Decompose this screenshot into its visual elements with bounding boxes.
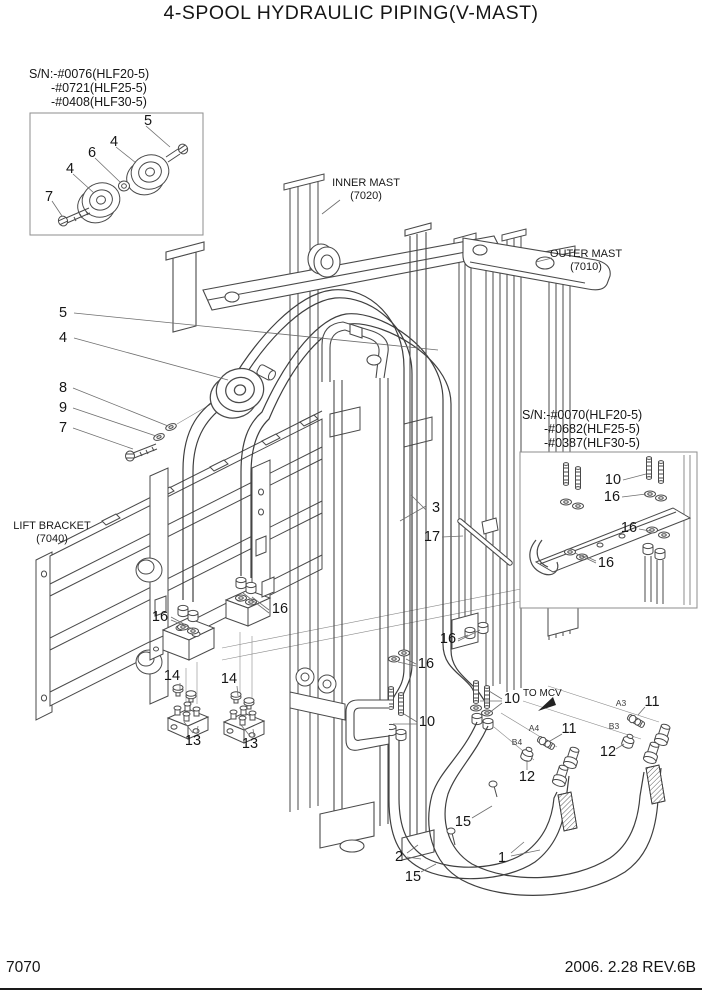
callout-14: 14 — [163, 668, 181, 684]
callout-15: 14 — [220, 671, 238, 687]
callout-31: 16 — [603, 489, 621, 505]
callout-24: 12 — [599, 744, 617, 760]
callout-3: 4 — [65, 161, 75, 177]
callout-4: 7 — [44, 189, 54, 205]
callout-33: 16 — [597, 555, 615, 571]
page-bottom-rule — [0, 988, 702, 990]
page-title: 4-SPOOL HYDRAULIC PIPING(V-MAST) — [163, 2, 539, 24]
port-label-a4: A4 — [528, 723, 540, 733]
callout-2: 6 — [87, 145, 97, 161]
callout-25: 12 — [518, 769, 536, 785]
part-label-name: INNER MAST — [332, 177, 400, 189]
serial-note-left — [29, 67, 149, 109]
drawing-number: 7070 — [6, 959, 41, 976]
callout-11: 17 — [423, 529, 441, 545]
serial-note-right — [522, 408, 642, 450]
part-label-ref: (7010) — [570, 260, 602, 273]
hose-guard-bracket — [346, 700, 389, 750]
serial-note-line: S/N:-#0070(HLF20-5) — [522, 408, 643, 422]
serial-note-line: -#0387(HLF30-5) — [544, 436, 640, 450]
callout-1: 4 — [109, 134, 119, 150]
callout-29: 1 — [497, 850, 507, 866]
inner-mast-label — [316, 177, 416, 202]
callout-6: 4 — [58, 330, 68, 346]
serial-note-line: -#0682(HLF25-5) — [544, 422, 640, 436]
callout-22: 11 — [644, 694, 660, 710]
inset-box-sheave-kit — [30, 113, 203, 235]
callout-12: 16 — [151, 609, 169, 625]
part-label-name: LIFT BRACKET — [13, 520, 91, 532]
callout-19: 16 — [417, 656, 435, 672]
callout-20: 10 — [418, 714, 436, 730]
serial-note-line: -#0721(HLF25-5) — [51, 81, 147, 95]
callout-27: 15 — [404, 869, 422, 885]
callout-17: 13 — [241, 736, 259, 752]
serial-note-line: S/N:-#0076(HLF20-5) — [29, 67, 150, 81]
callout-0: 5 — [143, 113, 153, 129]
callout-26: 15 — [454, 814, 472, 830]
port-label-b3: B3 — [608, 721, 620, 731]
outer-mast-label — [536, 248, 636, 273]
callout-5: 5 — [58, 305, 68, 321]
callout-21: 10 — [503, 691, 521, 707]
callout-10: 3 — [431, 500, 441, 516]
callout-9: 7 — [58, 420, 68, 436]
callout-32: 16 — [620, 520, 638, 536]
port-label-a3: A3 — [615, 698, 627, 708]
part-label-ref: (7040) — [36, 532, 68, 545]
port-label-b4: B4 — [511, 737, 523, 747]
to-mcv-label: TO MCV — [523, 688, 562, 699]
callout-16: 13 — [184, 733, 202, 749]
revision-date: 2006. 2.28 REV.6B — [564, 959, 696, 976]
lift-bracket-label — [8, 520, 96, 545]
part-label-name: OUTER MAST — [549, 248, 623, 260]
callout-13: 16 — [271, 601, 289, 617]
serial-note-line: -#0408(HLF30-5) — [51, 95, 147, 109]
part-label-ref: (7020) — [350, 189, 382, 202]
callout-23: 11 — [561, 721, 577, 737]
callout-28: 2 — [394, 849, 404, 865]
callout-8: 9 — [58, 400, 68, 416]
callout-7: 8 — [58, 380, 68, 396]
callout-18: 16 — [439, 631, 457, 647]
callout-30: 10 — [604, 472, 622, 488]
